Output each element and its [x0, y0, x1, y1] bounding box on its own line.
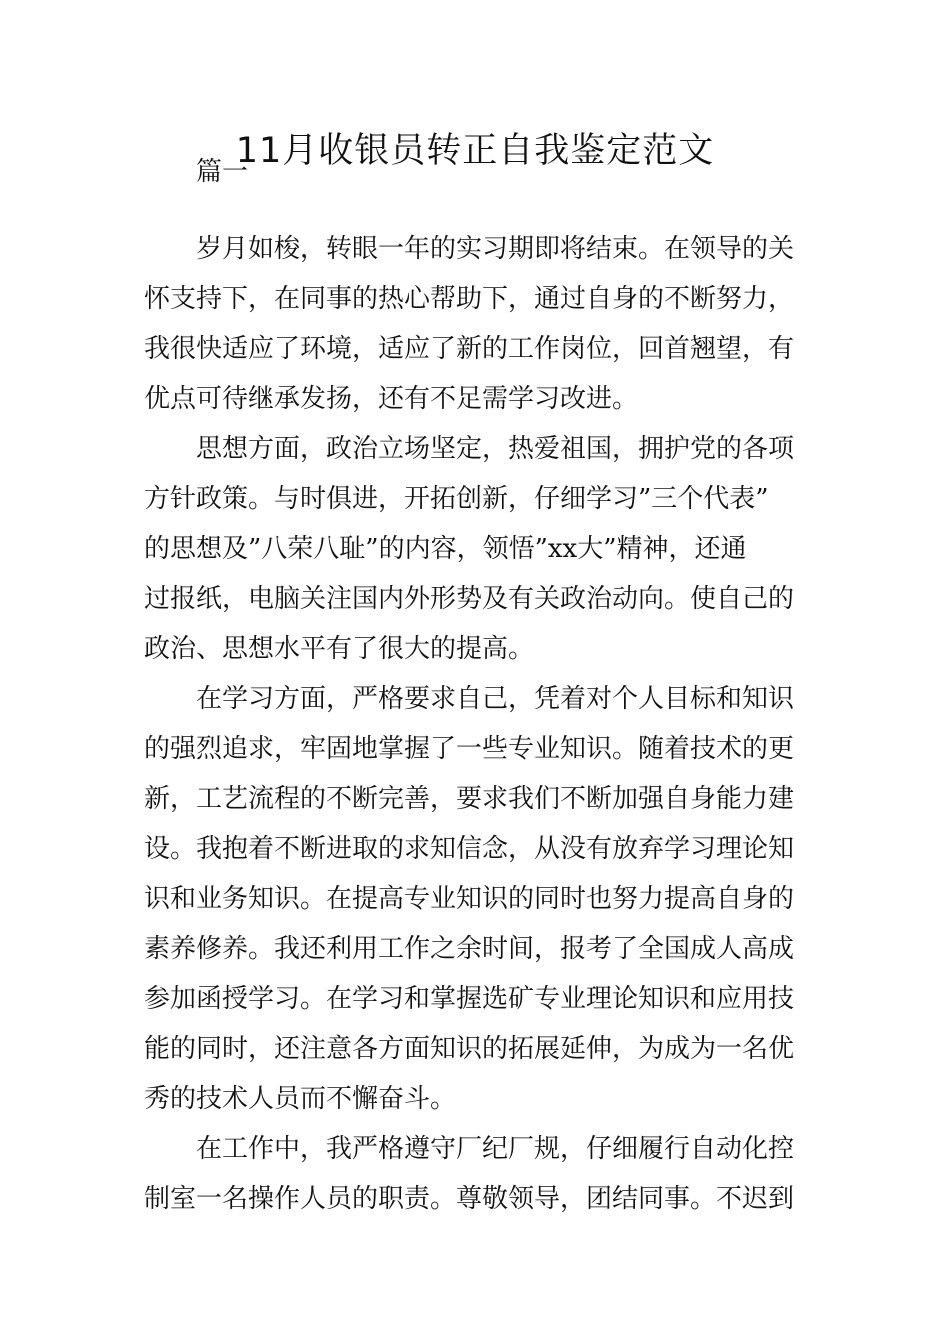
- text-line: 的强烈追求，牢固地掌握了一些专业知识。随着技术的更: [144, 734, 795, 764]
- document-title: 11月收银员转正自我鉴定范文: [235, 131, 715, 171]
- text-line: 方针政策。与时俱进，开拓创新，仔细学习”三个代表”: [144, 484, 769, 514]
- text-line: 识和业务知识。在提高专业知识的同时也努力提高自身的: [144, 884, 795, 914]
- text-line: 参加函授学习。在学习和掌握选矿专业理论知识和应用技: [144, 984, 795, 1014]
- text-line: 素养修养。我还利用工作之余时间，报考了全国成人高成: [144, 934, 795, 964]
- text-line: 岁月如梭，转眼一年的实习期即将结束。在领导的关: [196, 234, 795, 264]
- text-line: 制室一名操作人员的职责。尊敬领导，团结同事。不迟到: [144, 1184, 795, 1214]
- paragraph-1: [144, 224, 808, 424]
- text-line: 我很快适应了环境，适应了新的工作岗位，回首翘望，有: [144, 334, 795, 364]
- text-line: 思想方面，政治立场坚定，热爱祖国，拥护党的各项: [196, 434, 795, 464]
- paragraph-4: [144, 1124, 808, 1224]
- text-line: 在学习方面，严格要求自己，凭着对个人目标和知识: [196, 684, 795, 714]
- text-line: 在工作中，我严格遵守厂纪厂规，仔细履行自动化控: [196, 1134, 795, 1164]
- paragraph-2: [144, 424, 808, 674]
- text-line: 怀支持下，在同事的热心帮助下，通过自身的不断努力，: [144, 284, 795, 314]
- section-label: 篇一: [196, 157, 249, 187]
- text-line: 政治、思想水平有了很大的提高。: [144, 634, 535, 664]
- text-line: 新，工艺流程的不断完善，要求我们不断加强自身能力建: [144, 784, 795, 814]
- text-line: 设。我抱着不断进取的求知信念，从没有放弃学习理论知: [144, 834, 795, 864]
- text-line: 优点可待继承发扬，还有不足需学习改进。: [144, 384, 639, 414]
- document-body: [144, 224, 808, 1224]
- paragraph-3: [144, 674, 808, 1124]
- text-line: 秀的技术人员而不懈奋斗。: [144, 1084, 457, 1114]
- text-line: 能的同时，还注意各方面知识的拓展延伸，为成为一名优: [144, 1034, 795, 1064]
- text-line: 过报纸，电脑关注国内外形势及有关政治动向。使自己的: [144, 584, 795, 614]
- text-line: 的思想及”八荣八耻”的内容，领悟”xx大”精神，还通: [144, 534, 747, 564]
